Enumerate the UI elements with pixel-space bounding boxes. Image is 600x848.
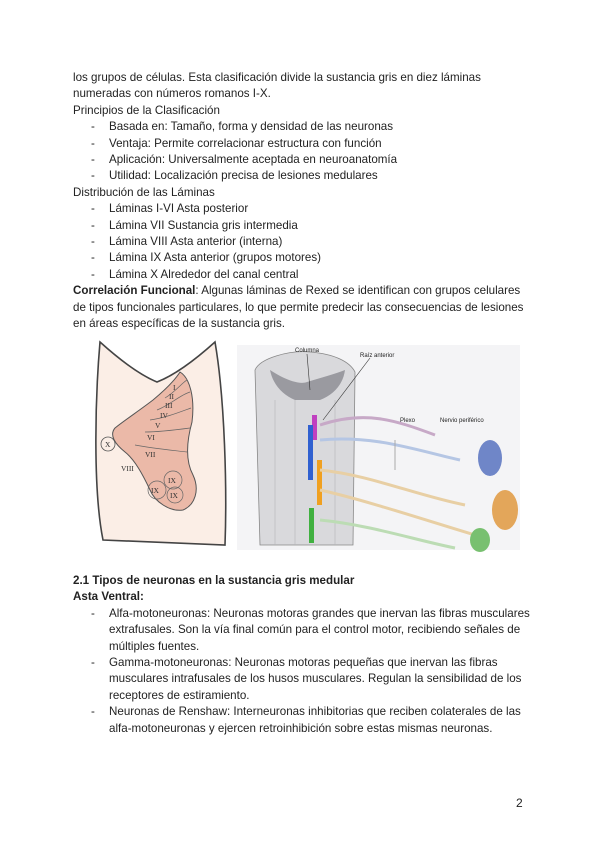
functional-label: Correlación Funcional: [73, 284, 196, 298]
muscle-green: [470, 528, 490, 552]
list-item: - Alfa-motoneuronas: Neuronas motoras grandes que inervan las fibras musculares extrafusales. Son la vía final común para el control motor, recibiendo señales de múltiples fuentes.: [73, 606, 533, 655]
list-item: - Lámina IX Asta anterior (grupos motores): [73, 250, 533, 266]
principles-heading: Principios de la Clasificación: [73, 103, 220, 117]
motor-column: [317, 460, 322, 505]
principles-list: [73, 119, 533, 185]
list-item: - Aplicación: Universalmente aceptada en neuroanatomía: [73, 152, 533, 168]
root-label: Raíz anterior: [360, 353, 395, 359]
nerve-label: Nervio periférico: [440, 418, 484, 424]
section-subtitle: Asta Ventral:: [73, 590, 144, 604]
lamina-label: IX: [168, 476, 176, 485]
section-text-block: [73, 573, 533, 737]
lamina-label: V: [155, 421, 161, 430]
top-text-block: [73, 70, 533, 333]
muscle-blue: [478, 440, 502, 476]
motor-column: [308, 425, 313, 480]
lamina-label: IX: [151, 486, 159, 495]
functional-text: : Algunas láminas de Rexed se identifican con grupos celulares de tipos funcionales particulares, lo que permite predecir las consecuencias de lesiones en áreas específicas de la sustancia gris.: [73, 284, 524, 331]
lamina-label: I: [173, 383, 176, 392]
list-item: - Gamma-motoneuronas: Neuronas motoras pequeñas que inervan las fibras musculares intrafusales de los husos musculares. Regulan la sensibilidad de los receptores de estiramiento.: [73, 655, 533, 704]
lamina-label: X: [105, 440, 111, 449]
functional-paragraph: [73, 283, 533, 332]
intro-paragraph: los grupos de células. Esta clasificación divide la sustancia gris en diez láminas numeradas con números romanos I-X.: [73, 71, 481, 101]
spinal-cord-cross-section: [96, 342, 226, 545]
section-title: 2.1 Tipos de neuronas en la sustancia gris medular: [73, 574, 355, 587]
lamina-label: II: [169, 392, 174, 401]
list-item: - Utilidad: Localización precisa de lesiones medulares: [73, 168, 533, 184]
lamina-label: VIII: [121, 464, 134, 473]
muscle-orange: [492, 490, 518, 530]
list-item: - Lámina VIII Asta anterior (interna): [73, 234, 533, 250]
lamina-label: VII: [145, 450, 156, 459]
list-item: - Neuronas de Renshaw: Interneuronas inhibitorias que reciben colaterales de las alfa-motoneuronas y ejercen retroinhibición sobre estas mismas neuronas.: [73, 704, 533, 737]
rexed-laminae-figure: [95, 340, 520, 555]
column-label: Columna: [295, 348, 320, 354]
distribution-list: [73, 201, 533, 283]
lamina-label: IV: [160, 411, 168, 420]
list-item: - Láminas I-VI Asta posterior: [73, 201, 533, 217]
list-item: - Ventaja: Permite correlacionar estructura con función: [73, 136, 533, 152]
lamina-label: III: [165, 401, 173, 410]
neuron-types-list: [73, 606, 533, 737]
spinal-segment-diagram: [237, 345, 520, 552]
lamina-label: IX: [170, 491, 178, 500]
list-item: - Basada en: Tamaño, forma y densidad de las neuronas: [73, 119, 533, 135]
lamina-label: VI: [147, 433, 155, 442]
list-item: - Lámina VII Sustancia gris intermedia: [73, 218, 533, 234]
list-item: - Lámina X Alrededor del canal central: [73, 267, 533, 283]
page-number: 2: [516, 796, 523, 810]
motor-column: [309, 508, 314, 543]
distribution-heading: Distribución de las Láminas: [73, 185, 215, 199]
plexus-label: Plexo: [400, 418, 416, 424]
